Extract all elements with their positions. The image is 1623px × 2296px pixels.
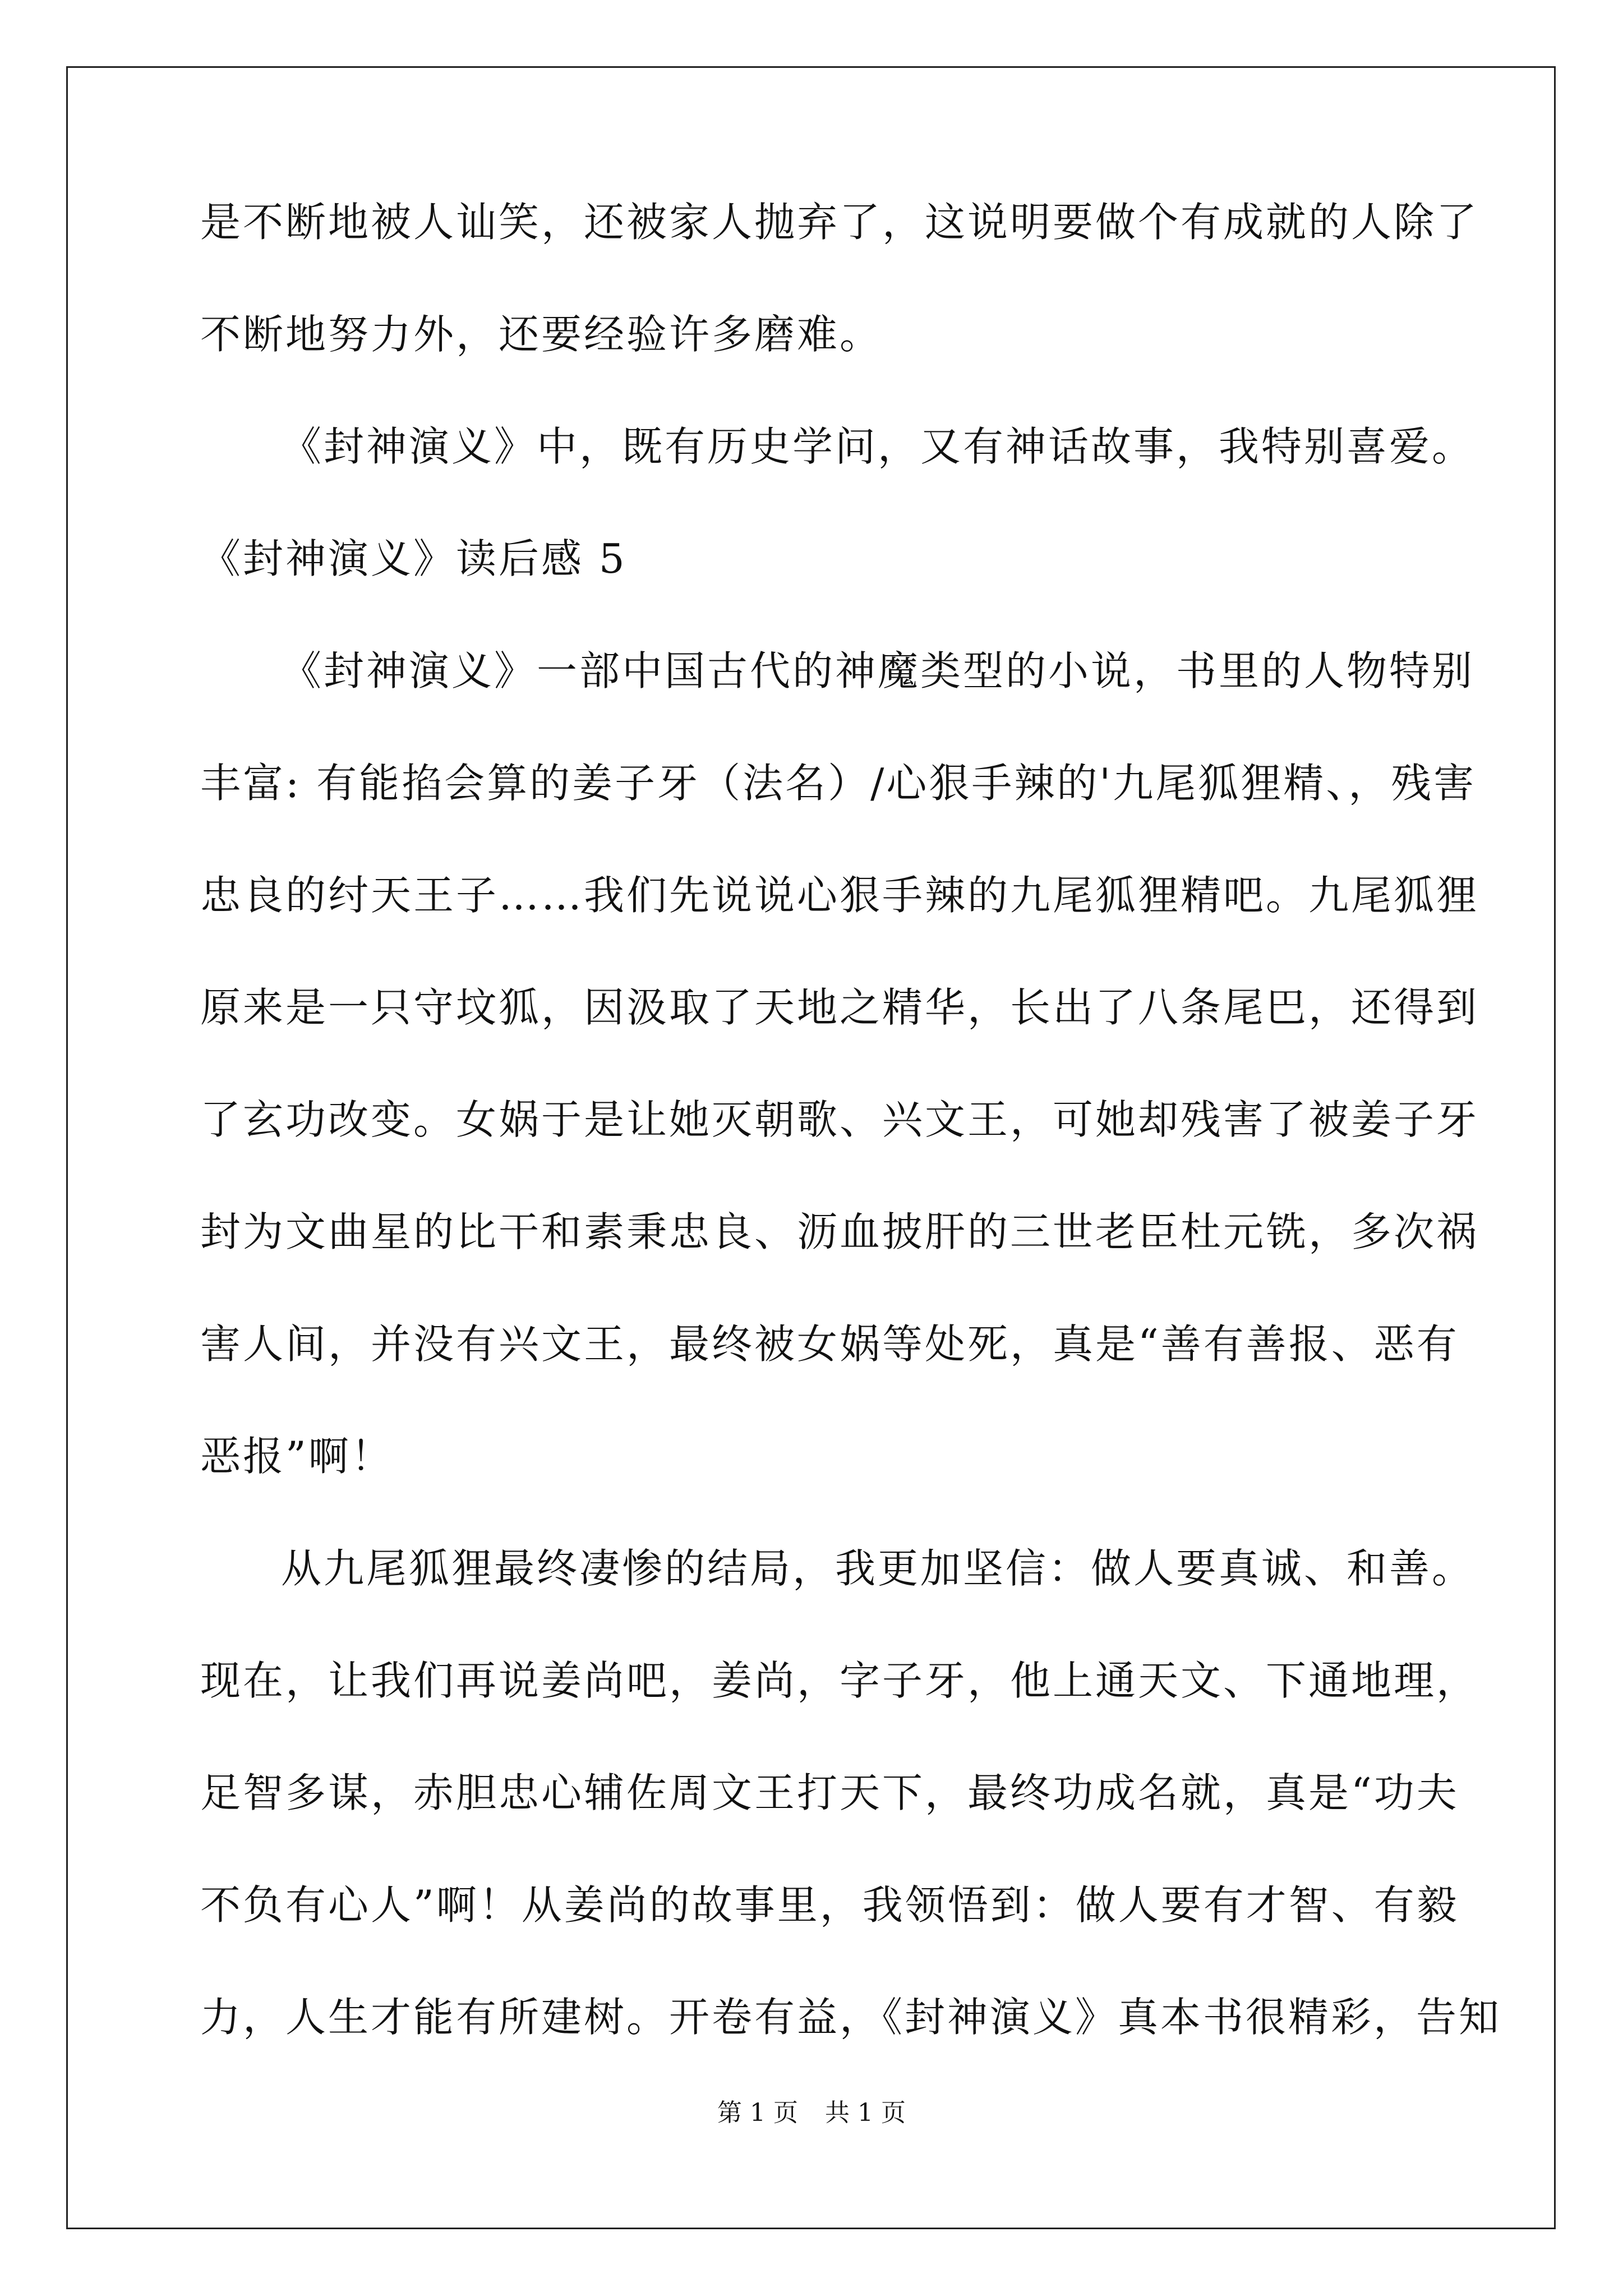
text-line: 原来是一只守坟狐，因汲取了天地之精华，长出了八条尾巴，还得到 — [200, 984, 1479, 1031]
section-heading: 《封神演义》读后感 5 — [200, 535, 627, 582]
page-number: 第 1 页 — [717, 2099, 798, 2127]
text-line: 丰富: 有能掐会算的姜子牙（法名）/心狠手辣的'九尾狐狸精、，残害 — [200, 760, 1477, 807]
text-line: 害人间，并没有兴文王，最终被女娲等处死，真是“善有善报、恶有 — [200, 1320, 1459, 1368]
text-line: 不断地努力外，还要经验许多磨难。 — [200, 311, 883, 358]
paragraph-start-line: 从九尾狐狸最终凄惨的结局，我更加坚信：做人要真诚、和善。 — [281, 1545, 1475, 1592]
paragraph-start-line: 《封神演义》中，既有历史学问，又有神话故事，我特别喜爱。 — [281, 423, 1475, 470]
text-line: 足智多谋，赤胆忠心辅佐周文王打天下，最终功成名就，真是“功夫 — [200, 1769, 1459, 1816]
paragraph-start-line: 《封神演义》一部中国古代的神魔类型的小说，书里的人物特别 — [281, 647, 1475, 694]
text-line: 不负有心人”啊！从姜尚的故事里，我领悟到：做人要有才智、有毅 — [200, 1881, 1459, 1929]
text-line: 是不断地被人讪笑，还被家人抛弃了，这说明要做个有成就的人除了 — [200, 199, 1479, 246]
page-footer — [0, 2101, 1623, 2125]
document-body — [200, 199, 1502, 2109]
page-total: 共 1 页 — [825, 2099, 906, 2127]
text-line: 力，人生才能有所建树。开卷有益，《封神演义》真本书很精彩，告知 — [200, 1994, 1502, 2041]
text-line: 现在，让我们再说姜尚吧，姜尚，字子牙，他上通天文、下通地理， — [200, 1657, 1479, 1704]
text-line: 恶报”啊！ — [200, 1433, 394, 1480]
text-line: 忠良的纣天王子……我们先说说心狠手辣的九尾狐狸精吧。九尾狐狸 — [200, 872, 1479, 919]
text-line: 封为文曲星的比干和素秉忠良、沥血披肝的三世老臣杜元铣，多次祸 — [200, 1208, 1479, 1255]
text-line: 了玄功改变。女娲于是让她灭朝歌、兴文王，可她却残害了被姜子牙 — [200, 1096, 1479, 1143]
